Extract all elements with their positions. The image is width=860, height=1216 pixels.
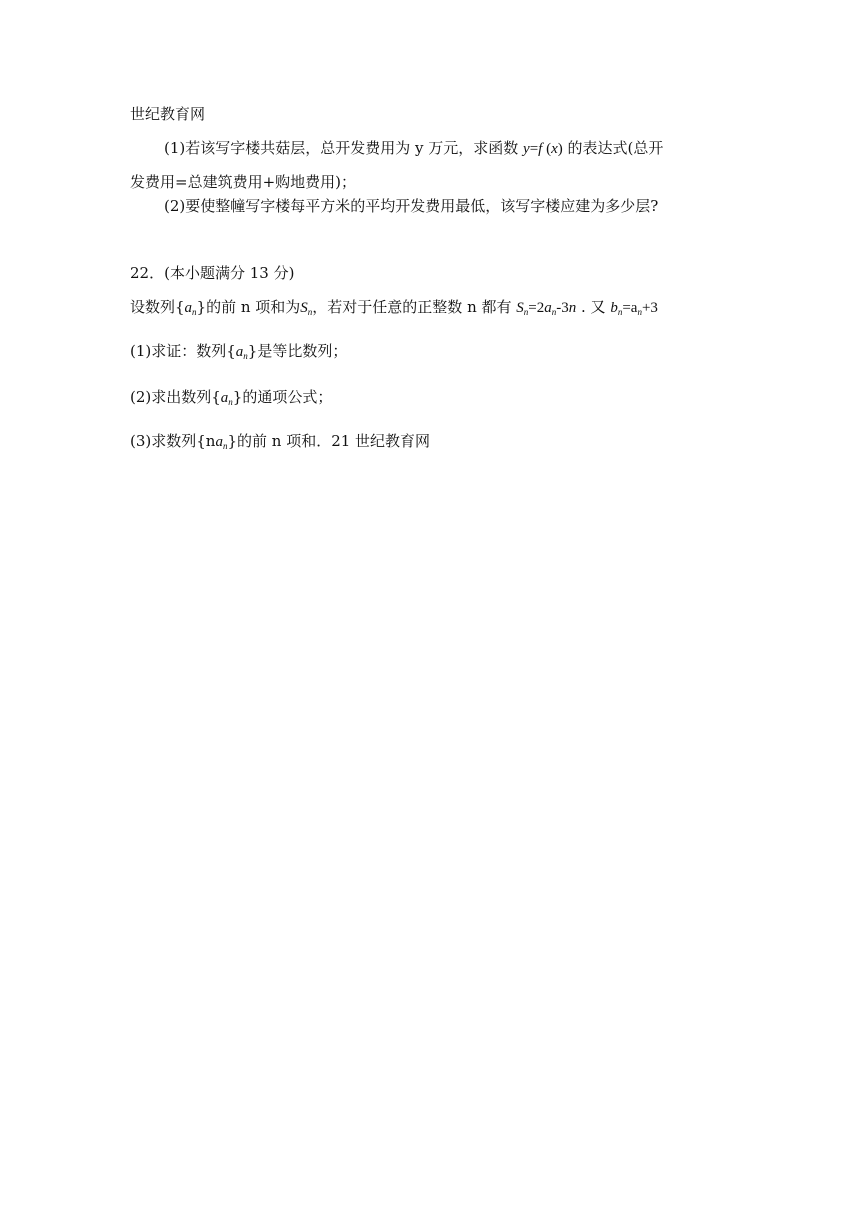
- stmt-text-3: ，若对于任意的正整数 n 都有: [312, 298, 517, 316]
- stmt-a2-sub: n: [551, 307, 557, 317]
- stmt-plus: +3: [641, 300, 658, 316]
- func-eq: =: [529, 141, 539, 157]
- stmt-a-sub: n: [192, 307, 197, 317]
- problem21-part2-line: [164, 196, 658, 216]
- q2-a: a: [220, 390, 229, 406]
- problem21-part1-text-b: 的表达式(总开: [562, 139, 664, 157]
- stmt-minus: -3: [556, 300, 569, 316]
- stmt-S-sub: n: [307, 307, 313, 317]
- watermark-label: 世纪教育网: [130, 105, 206, 123]
- problem22-statement: [130, 297, 658, 318]
- q2-text-a: (2)求出数列{: [130, 388, 221, 406]
- q1-a: a: [235, 344, 244, 360]
- q2-a-sub: n: [228, 397, 233, 407]
- q1-text-a: (1)求证：数列{: [130, 342, 236, 360]
- q3-a: a: [215, 434, 223, 450]
- stmt-text-4: . 又: [576, 298, 611, 316]
- q3-a-sub: n: [222, 441, 228, 451]
- problem21-part1-text-a: (1)若该写字楼共菇层，总开发费用为 y 万元，求函数: [164, 139, 524, 157]
- stmt-n2: n: [568, 300, 577, 316]
- func-y: y: [523, 141, 530, 157]
- stmt-text-1: 设数列{: [130, 298, 185, 316]
- q1-a-sub: n: [243, 351, 248, 361]
- stmt-a2: a: [544, 300, 552, 316]
- stmt-S2-sub: n: [523, 307, 529, 317]
- func-open: (: [542, 141, 552, 157]
- stmt-a: a: [184, 300, 193, 316]
- func-close: ): [557, 141, 563, 157]
- problem22-q3: [130, 431, 430, 452]
- problem22-q1: [130, 341, 347, 362]
- stmt-S2: S: [516, 300, 524, 316]
- stmt-S: S: [300, 300, 308, 316]
- problem21-part2-text: (2)要使整幢写字楼每平方米的平均开发费用最低，该写字楼应建为多少层?: [164, 197, 659, 215]
- q2-text-b: }的通项公式；: [232, 388, 333, 406]
- q3-text-a: (3)求数列{n: [130, 432, 216, 450]
- problem22-q2: [130, 387, 332, 408]
- stmt-text-2: }的前 n 项和为: [196, 298, 301, 316]
- problem22-heading-text: 22．(本小题满分 13 分): [130, 264, 295, 282]
- stmt-b-sub: n: [617, 307, 623, 317]
- stmt-eq1: =2: [528, 300, 545, 316]
- watermark-text: [130, 104, 205, 124]
- problem21-part1-line1: [164, 138, 663, 159]
- func-x: x: [551, 141, 558, 157]
- problem22-heading: [130, 263, 294, 283]
- problem21-part1-text-c: 发费用=总建筑费用+购地费用)；: [130, 173, 356, 191]
- stmt-eq2: =a: [622, 300, 638, 316]
- func-f: f: [538, 141, 543, 157]
- stmt-b: b: [610, 300, 618, 316]
- stmt-eq2-sub: n: [637, 307, 642, 317]
- q3-text-b: }的前 n 项和．21 世纪教育网: [227, 432, 431, 450]
- problem21-part1-line2: [130, 172, 356, 192]
- q1-text-b: }是等比数列；: [247, 342, 348, 360]
